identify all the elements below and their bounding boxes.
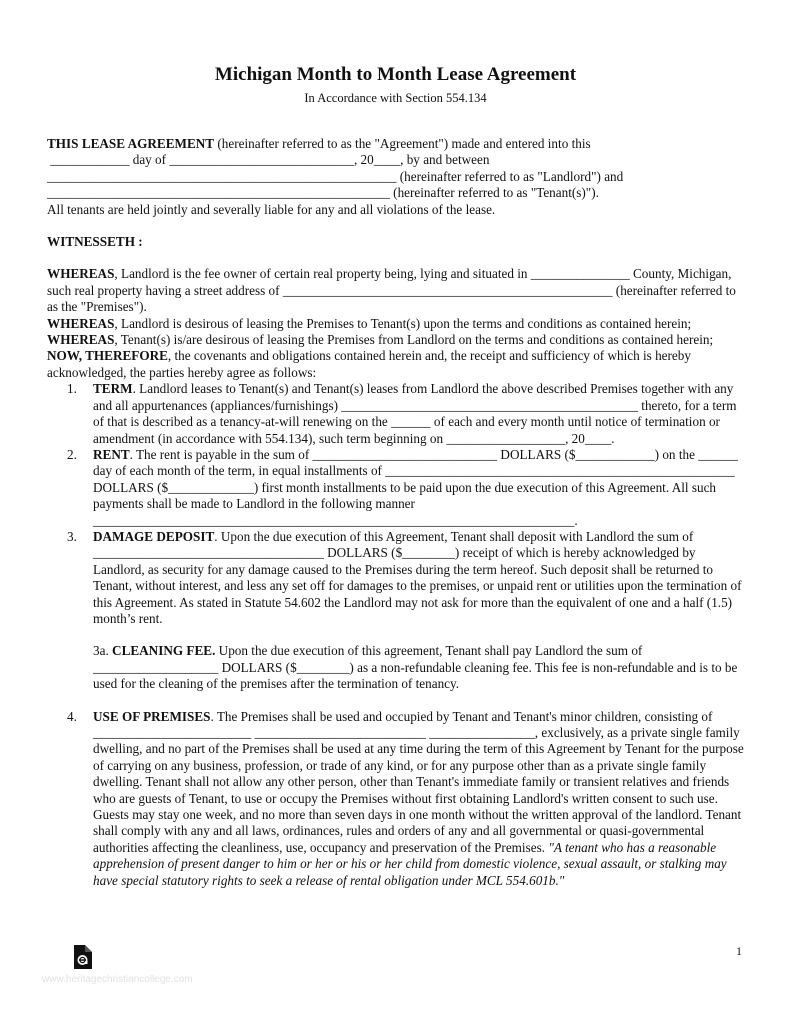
document-title: Michigan Month to Month Lease Agreement (214, 64, 577, 85)
eforms-logo-icon (72, 945, 92, 969)
term-4-text: . The Premises shall be used and occupied by Tenant and Tenant's minor children, consisting of ________________________ __________________________ ________________, exclusively, as a private single family dwelling, and no part of the Premises shall be used at any time during the term of this Agreement by Tenant for the purpose of carrying on any business, profession, or trade of any kind, or for any purpose other than as a private single family dwelling. Tenant shall not allow any other person, other than Tenant's immediate family or transient relatives and friends who are guests of Tenant, to use or occupy the Premises without first obtaining Landlord's written consent to such use. Guests may stay one week, and no more than seven days in one month without the written approval of the landlord. Tenant shall comply with any and all laws, ordinances, rules and orders of any and all governmental or quasi-governmental authorities affecting the cleanliness, use, occupancy and preservation of the Premises. (93, 708, 744, 855)
cleaning-fee-text: Upon the due execution of this agreement, Tenant shall pay Landlord the sum of ___________________ DOLLARS ($________) as a non-refundable cleaning fee. This fee is non-refundable and is to be used for the cleaning of the premises after the termination of tenancy. (93, 643, 738, 692)
term-4-label: USE OF PREMISES (93, 708, 211, 724)
term-2-text: . The rent is payable in the sum of ____________________________ DOLLARS ($____________) on the ______ day of each month of the term, in equal installments of _____________________________________________________ DOLLARS ($_____________) first month installments to be paid upon the due execution of this Agreement. All such payments shall be made to Landlord in the following manner _________________________________________________________________________. (93, 446, 738, 528)
term-3-label: DAMAGE DEPOSIT (93, 528, 215, 544)
intro-lead-rest: (hereinafter referred to as the "Agreement") made and entered into this (214, 136, 591, 151)
whereas-3 (47, 332, 747, 348)
now-therefore (47, 348, 747, 381)
now-therefore-label: NOW, THEREFORE (47, 348, 168, 364)
intro-line-2: ____________ day of ____________________________, 20____, by and between (47, 152, 490, 168)
now-therefore-text: , the covenants and obligations contained herein and, the receipt and sufficiency of which is hereby acknowledged, the parties hereby agree as follows: (47, 348, 691, 380)
term-item-4 (47, 709, 747, 889)
cleaning-fee-number: 3a. (93, 643, 113, 659)
document-subtitle: In Accordance with Section 554.134 (304, 91, 487, 105)
whereas-section (47, 266, 747, 381)
term-item-3 (47, 529, 747, 627)
term-1-number: 1. (67, 381, 77, 397)
term-1-label: TERM (93, 381, 133, 397)
term-2-label: RENT (93, 446, 130, 462)
term-4-number: 4. (67, 708, 77, 724)
whereas-1-label: WHEREAS (47, 266, 115, 282)
whereas-3-label: WHEREAS (47, 332, 115, 348)
intro-lead: THIS LEASE AGREEMENT (47, 136, 215, 151)
page-number: 1 (736, 944, 742, 958)
intro-line-1 (47, 136, 747, 152)
cleaning-fee-label: CLEANING FEE. (112, 643, 216, 659)
watermark-text: www.heritagechristiancollege.com (42, 974, 193, 985)
whereas-2-text: , Landlord is desirous of leasing the Premises to Tenant(s) upon the terms and conditions as contained herein; (114, 315, 692, 331)
cleaning-fee-clause (47, 643, 747, 692)
witnesseth-text: WITNESSETH : (47, 234, 143, 250)
intro-line-5: All tenants are held jointly and severally liable for any and all violations of the lease. (47, 201, 496, 217)
whereas-3-text: , Tenant(s) is/are desirous of leasing the Premises from Landlord on the terms and conditions as contained herein; (114, 332, 714, 348)
whereas-1 (47, 266, 747, 315)
terms-list (47, 381, 747, 627)
whereas-2-label: WHEREAS (47, 315, 115, 331)
intro-line-3: _____________________________________________________ (hereinafter referred to as "Landlord") and (47, 168, 624, 184)
whereas-2 (47, 316, 747, 332)
terms-list-continued (47, 709, 747, 889)
document-body (47, 136, 747, 889)
term-4-statutory-note: "A tenant who has a reasonable apprehension of present danger to him or her or his or her child from domestic violence, sexual assault, or stalking may have special statutory rights to seek a release of rental obligation under MCL 554.601b." (93, 839, 727, 888)
term-2-number: 2. (67, 446, 77, 462)
term-1-text: . Landlord leases to Tenant(s) and Tenant(s) leases from Landlord the above described Premises together with any and all appurtenances (appliances/furnishings) _____________________________________________ thereto, for a term of that is described as a tenancy-at-will renewing on the ______ of each and every month until notice of termination or amendment (in accordance with 554.134), such term beginning on __________________, 20____. (93, 381, 737, 446)
term-item-2 (47, 447, 747, 529)
intro-section (47, 136, 747, 218)
whereas-1-text: , Landlord is the fee owner of certain real property being, lying and situated in _______________ County, Michigan, such real property having a street address of __________________________________________________ (hereinafter referred to as the "Premises"). (47, 266, 736, 315)
intro-line-4: ____________________________________________________ (hereinafter referred to as "Tenant(s)"). (47, 185, 599, 201)
witnesseth-heading (47, 234, 747, 250)
term-item-1 (47, 381, 747, 447)
term-3-text: . Upon the due execution of this Agreement, Tenant shall deposit with Landlord the sum of ___________________________________ DOLLARS ($________) receipt of which is hereby acknowledged by Landlord, as security for any damage caused to the Premises during the term hereof. Such deposit shall be returned to Tenant, without interest, and less any set off for damages to the premises, or unpaid rent or utilities upon the termination of this Agreement. As stated in Statute 54.602 the Landlord may not ask for more than the equivalent of one and a half (1.5) month’s rent. (93, 528, 742, 626)
term-3-number: 3. (67, 528, 77, 544)
